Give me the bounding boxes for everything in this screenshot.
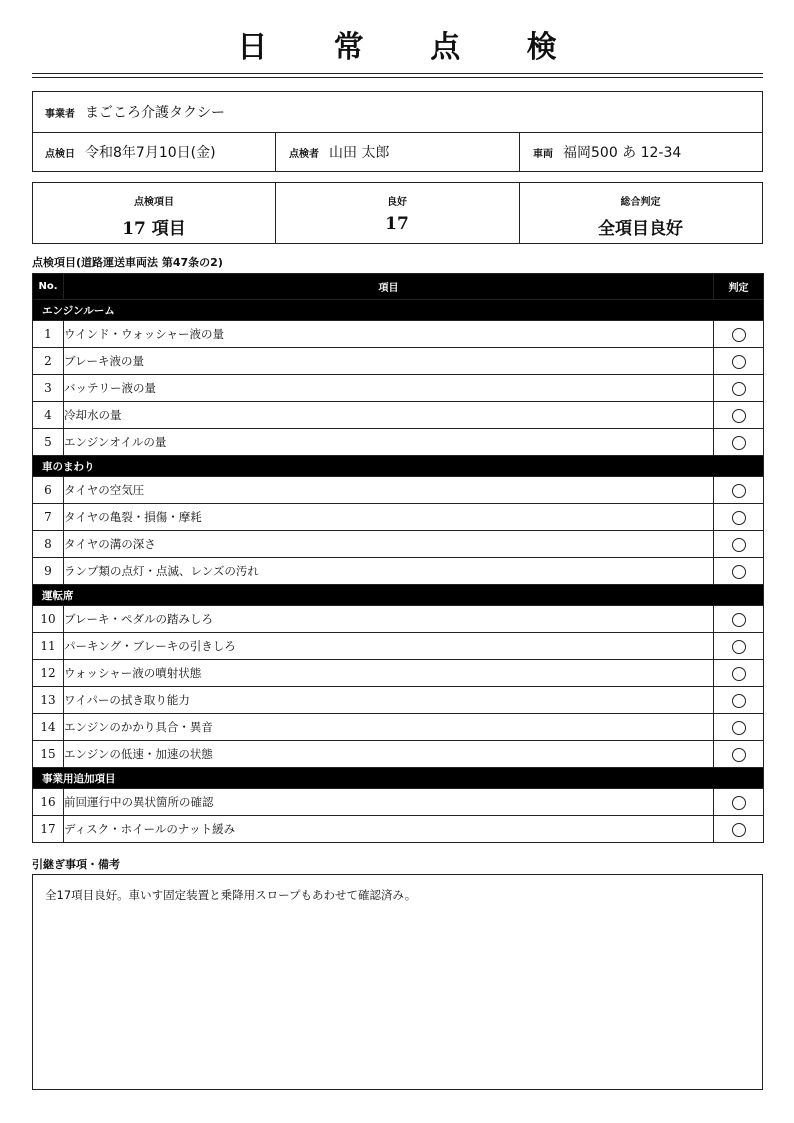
table-row bbox=[33, 477, 764, 504]
circle-icon bbox=[732, 748, 746, 762]
item-number: 9 bbox=[33, 558, 64, 585]
judgement-cell[interactable] bbox=[714, 531, 764, 558]
item-number: 2 bbox=[33, 348, 64, 375]
summary-good-value: 17 bbox=[385, 214, 409, 234]
judgement-cell[interactable] bbox=[714, 348, 764, 375]
circle-icon bbox=[732, 538, 746, 552]
table-row bbox=[33, 504, 764, 531]
category-row bbox=[33, 585, 764, 606]
table-row bbox=[33, 558, 764, 585]
summary-judgement-cell bbox=[519, 183, 762, 243]
item-number: 10 bbox=[33, 606, 64, 633]
item-number: 5 bbox=[33, 429, 64, 456]
item-name: ウォッシャー液の噴射状態 bbox=[64, 660, 714, 687]
date-value: 令和8年7月10日(金) bbox=[85, 145, 216, 161]
circle-icon bbox=[732, 355, 746, 369]
judgement-cell[interactable] bbox=[714, 741, 764, 768]
checklist-body bbox=[33, 300, 764, 843]
category-label: 運転席 bbox=[33, 585, 764, 606]
table-row bbox=[33, 714, 764, 741]
summary-items-value: 17 項目 bbox=[122, 219, 186, 239]
circle-icon bbox=[732, 484, 746, 498]
item-number: 16 bbox=[33, 789, 64, 816]
item-name: ブレーキ・ペダルの踏みしろ bbox=[64, 606, 714, 633]
summary-judgement-label: 総合判定 bbox=[620, 197, 661, 208]
judgement-cell[interactable] bbox=[714, 714, 764, 741]
category-label: エンジンルーム bbox=[33, 300, 764, 321]
date-cell bbox=[45, 132, 275, 172]
title-rule-bottom bbox=[32, 77, 763, 78]
item-number: 11 bbox=[33, 633, 64, 660]
summary-judgement-value: 全項目良好 bbox=[598, 219, 683, 239]
summary-good-cell bbox=[275, 183, 519, 243]
item-name: 前回運行中の異状箇所の確認 bbox=[64, 789, 714, 816]
circle-icon bbox=[732, 823, 746, 837]
judgement-cell[interactable] bbox=[714, 321, 764, 348]
circle-icon bbox=[732, 667, 746, 681]
item-number: 4 bbox=[33, 402, 64, 429]
inspector-cell bbox=[289, 132, 519, 172]
circle-icon bbox=[732, 382, 746, 396]
checklist-caption: 点検項目(道路運送車両法 第47条の2) bbox=[32, 256, 223, 269]
judgement-cell[interactable] bbox=[714, 816, 764, 843]
item-name: 冷却水の量 bbox=[64, 402, 714, 429]
header-info-box bbox=[32, 91, 763, 172]
category-row bbox=[33, 768, 764, 789]
col-item-header: 項目 bbox=[64, 274, 714, 300]
item-number: 7 bbox=[33, 504, 64, 531]
col-no-header: No. bbox=[33, 274, 64, 300]
item-number: 14 bbox=[33, 714, 64, 741]
summary-good-label: 良好 bbox=[387, 197, 407, 208]
item-number: 15 bbox=[33, 741, 64, 768]
inspector-value: 山田 太郎 bbox=[329, 145, 390, 161]
summary-items-label: 点検項目 bbox=[134, 197, 174, 208]
item-number: 12 bbox=[33, 660, 64, 687]
item-name: タイヤの空気圧 bbox=[64, 477, 714, 504]
category-row bbox=[33, 456, 764, 477]
judgement-cell[interactable] bbox=[714, 633, 764, 660]
table-row bbox=[33, 816, 764, 843]
circle-icon bbox=[732, 328, 746, 342]
category-row bbox=[33, 300, 764, 321]
inspector-label: 点検者 bbox=[289, 148, 319, 160]
table-row bbox=[33, 606, 764, 633]
circle-icon bbox=[732, 613, 746, 627]
item-name: エンジンのかかり具合・異音 bbox=[64, 714, 714, 741]
date-label: 点検日 bbox=[45, 148, 75, 160]
item-name: エンジンの低速・加速の状態 bbox=[64, 741, 714, 768]
item-name: エンジンオイルの量 bbox=[64, 429, 714, 456]
table-row bbox=[33, 633, 764, 660]
item-name: ランプ類の点灯・点滅、レンズの汚れ bbox=[64, 558, 714, 585]
title-rule-top bbox=[32, 73, 763, 74]
judgement-cell[interactable] bbox=[714, 789, 764, 816]
remarks-box[interactable] bbox=[32, 874, 763, 1090]
judgement-cell[interactable] bbox=[714, 558, 764, 585]
checklist-table bbox=[32, 273, 764, 843]
table-row bbox=[33, 789, 764, 816]
circle-icon bbox=[732, 721, 746, 735]
judgement-cell[interactable] bbox=[714, 687, 764, 714]
item-name: ワイパーの拭き取り能力 bbox=[64, 687, 714, 714]
vehicle-cell bbox=[533, 132, 761, 172]
page-title: 日 常 点 検 bbox=[237, 30, 585, 65]
col-judge-header: 判定 bbox=[714, 274, 764, 300]
category-label: 事業用追加項目 bbox=[33, 768, 764, 789]
judgement-cell[interactable] bbox=[714, 429, 764, 456]
item-number: 17 bbox=[33, 816, 64, 843]
circle-icon bbox=[732, 565, 746, 579]
item-name: ブレーキ液の量 bbox=[64, 348, 714, 375]
table-row bbox=[33, 429, 764, 456]
item-number: 13 bbox=[33, 687, 64, 714]
circle-icon bbox=[732, 694, 746, 708]
summary-box bbox=[32, 182, 763, 244]
item-name: タイヤの溝の深さ bbox=[64, 531, 714, 558]
circle-icon bbox=[732, 409, 746, 423]
remarks-caption: 引継ぎ事項・備考 bbox=[32, 858, 120, 871]
table-row bbox=[33, 402, 764, 429]
judgement-cell[interactable] bbox=[714, 402, 764, 429]
operator-value: まごころ介護タクシー bbox=[85, 105, 225, 121]
remarks-text: 全17項目良好。車いす固定装置と乗降用スロープもあわせて確認済み。 bbox=[45, 888, 417, 902]
vehicle-value: 福岡500 あ 12-34 bbox=[563, 145, 682, 161]
summary-items-cell bbox=[33, 183, 275, 243]
judgement-cell[interactable] bbox=[714, 660, 764, 687]
checklist-header-row bbox=[33, 274, 764, 300]
operator-row bbox=[45, 92, 745, 132]
item-name: バッテリー液の量 bbox=[64, 375, 714, 402]
table-row bbox=[33, 687, 764, 714]
table-row bbox=[33, 531, 764, 558]
item-name: ウインド・ウォッシャー液の量 bbox=[64, 321, 714, 348]
item-name: タイヤの亀裂・損傷・摩耗 bbox=[64, 504, 714, 531]
table-row bbox=[33, 348, 764, 375]
item-number: 1 bbox=[33, 321, 64, 348]
judgement-cell[interactable] bbox=[714, 477, 764, 504]
judgement-cell[interactable] bbox=[714, 375, 764, 402]
category-label: 車のまわり bbox=[33, 456, 764, 477]
circle-icon bbox=[732, 511, 746, 525]
circle-icon bbox=[732, 436, 746, 450]
circle-icon bbox=[732, 640, 746, 654]
table-row bbox=[33, 660, 764, 687]
item-name: パーキング・ブレーキの引きしろ bbox=[64, 633, 714, 660]
judgement-cell[interactable] bbox=[714, 504, 764, 531]
table-row bbox=[33, 321, 764, 348]
table-row bbox=[33, 741, 764, 768]
item-name: ディスク・ホイールのナット緩み bbox=[64, 816, 714, 843]
item-number: 3 bbox=[33, 375, 64, 402]
item-number: 6 bbox=[33, 477, 64, 504]
vehicle-label: 車両 bbox=[533, 148, 553, 160]
operator-label: 事業者 bbox=[45, 108, 75, 120]
circle-icon bbox=[732, 796, 746, 810]
judgement-cell[interactable] bbox=[714, 606, 764, 633]
table-row bbox=[33, 375, 764, 402]
item-number: 8 bbox=[33, 531, 64, 558]
